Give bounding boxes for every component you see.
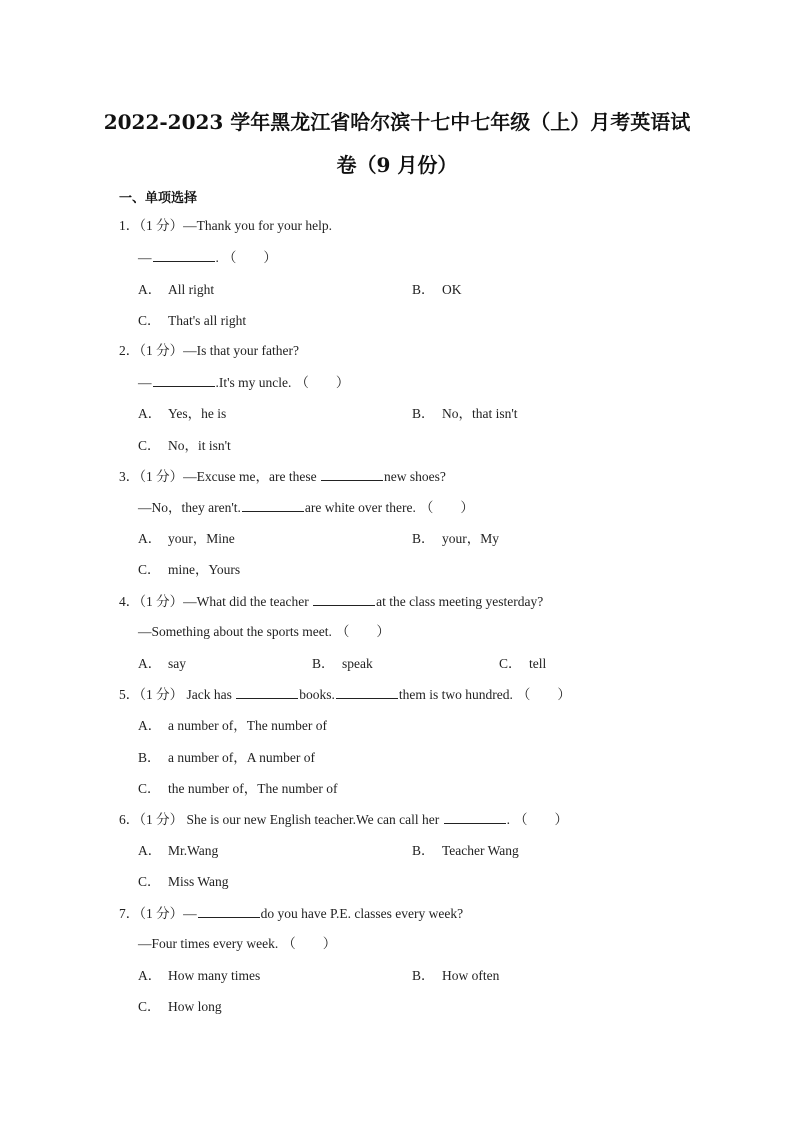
answer-bracket: （ ） <box>513 812 568 827</box>
question-2 <box>119 342 299 360</box>
answer-blank <box>336 685 398 699</box>
answer-blank <box>444 810 506 824</box>
answer-bracket: （ ） <box>516 687 571 702</box>
answer-blank <box>313 592 375 606</box>
option-b: B． OK <box>412 282 462 297</box>
answer-blank <box>321 467 383 481</box>
option-a: A． say <box>138 656 186 671</box>
option-c: C． Miss Wang <box>138 874 229 889</box>
question-number: 1．（1 分） <box>119 218 184 233</box>
exam-title-line-2: 卷（9 月份） <box>336 153 458 177</box>
option-b: B． speak <box>312 656 373 671</box>
option-b: B． No，that isn't <box>412 406 518 421</box>
question-text: —Thank you for your help. <box>183 218 332 233</box>
answer-blank <box>153 373 215 387</box>
section-heading: 一、单项选择 <box>119 191 198 206</box>
answer-bracket: （ ） <box>419 500 474 515</box>
option-c: C． No，it isn't <box>138 438 231 453</box>
option-c: C． That's all right <box>138 313 247 328</box>
answer-bracket: （ ） <box>282 936 337 951</box>
option-a: A． a number of，The number of <box>138 718 327 733</box>
answer-blank <box>242 498 304 512</box>
answer-bracket: （ ） <box>335 624 390 639</box>
question-5: 5．（1 分） Jack has books. them is two hundred. （ ） <box>119 687 571 702</box>
question-3-answer-line: —No，they aren't. are white over there. （ ） <box>138 500 474 515</box>
option-b: B． your，My <box>412 531 499 546</box>
answer-bracket: （ ） <box>295 375 350 390</box>
question-6: 6．（1 分） She is our new English teacher.We can call her . （ ） <box>119 812 568 827</box>
exam-title-line-1: 2022-2023 学年黑龙江省哈尔滨十七中七年级（上）月考英语试 <box>103 110 691 134</box>
option-b: B． How often <box>412 968 500 983</box>
option-a: A． your，Mine <box>138 531 235 546</box>
question-1 <box>119 217 332 235</box>
question-7-answer-line: —Four times every week. （ ） <box>138 936 337 951</box>
option-c: C． mine，Yours <box>138 562 241 577</box>
option-a: A． How many times <box>138 968 261 983</box>
option-c: C． tell <box>499 656 547 671</box>
question-4: 4．（1 分）—What did the teacher at the class meeting yesterday? <box>119 594 544 609</box>
option-a: A． Yes，he is <box>138 406 227 421</box>
question-number: 2．（1 分） <box>119 343 184 358</box>
option-b: B． a number of，A number of <box>138 750 315 765</box>
question-text: —Is that your father? <box>183 343 299 358</box>
answer-bracket: （ ） <box>222 250 277 265</box>
question-1-answer-line: — . （ ） <box>138 250 277 265</box>
question-3: 3．（1 分）—Excuse me，are these new shoes? <box>119 469 446 484</box>
question-7: 7．（1 分）— do you have P.E. classes every week? <box>119 906 464 921</box>
option-b: B． Teacher Wang <box>412 843 519 858</box>
option-a: A． Mr.Wang <box>138 843 219 858</box>
question-4-answer-line: —Something about the sports meet. （ ） <box>138 624 390 639</box>
option-c: C． the number of，The number of <box>138 781 338 796</box>
option-a: A． All right <box>138 282 215 297</box>
option-c: C． How long <box>138 999 222 1014</box>
question-2-answer-line: — .It's my uncle. （ ） <box>138 375 350 390</box>
answer-blank <box>198 904 260 918</box>
answer-blank <box>236 685 298 699</box>
answer-blank <box>153 248 215 262</box>
